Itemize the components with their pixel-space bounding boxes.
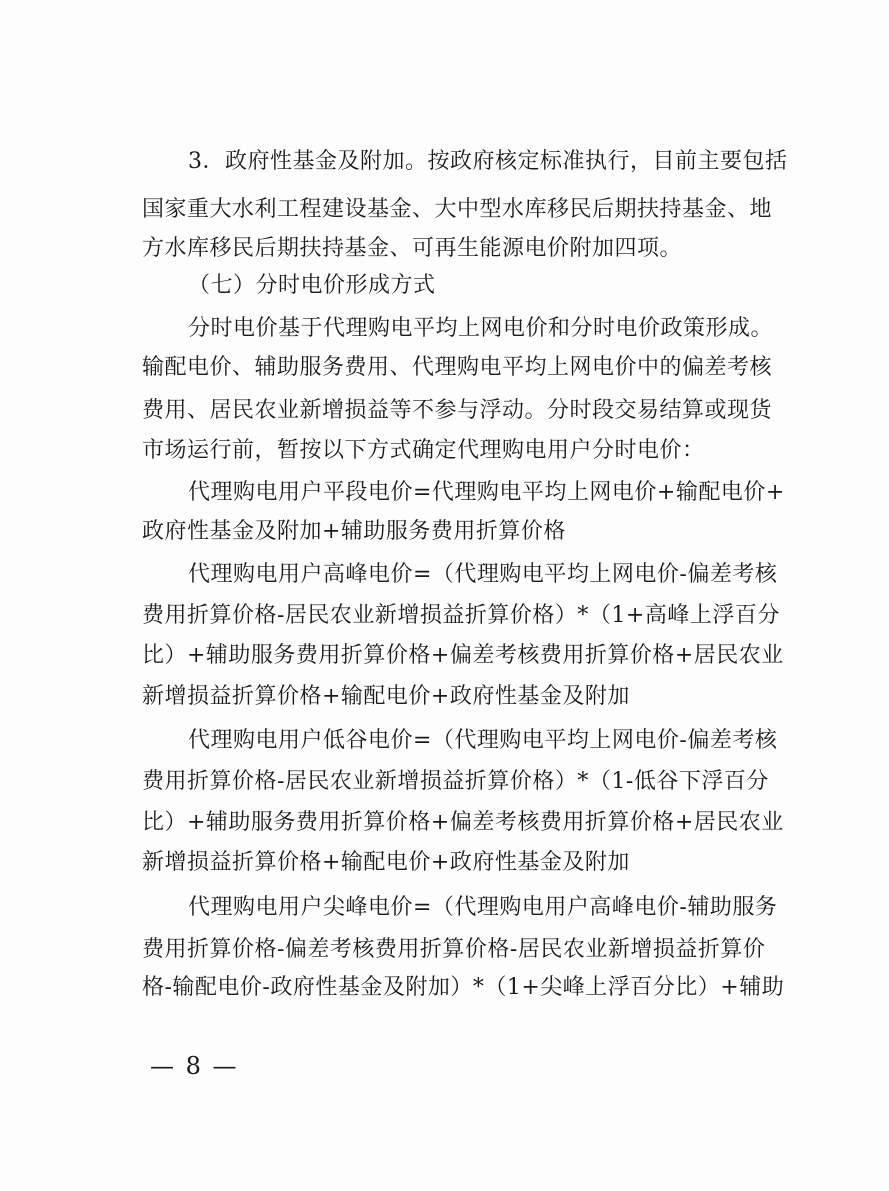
formula-line: 比）+辅助服务费用折算价格+偏差考核费用折算价格+居民农业 (142, 810, 784, 835)
formula-line: 费用折算价格-居民农业新增损益折算价格）*（1+高峰上浮百分 (142, 603, 780, 628)
formula-line: 代理购电用户尖峰电价=（代理购电用户高峰电价-辅助服务 (188, 895, 778, 920)
formula-line: 新增损益折算价格+输配电价+政府性基金及附加 (142, 850, 630, 875)
formula-line: 代理购电用户高峰电价=（代理购电平均上网电价-偏差考核 (188, 562, 778, 587)
text-line: 3．政府性基金及附加。按政府核定标准执行，目前主要包括 (188, 149, 788, 174)
text-line: 市场运行前，暂按以下方式确定代理购电用户分时电价： (142, 438, 705, 463)
page-number: — 8 — (150, 1052, 239, 1080)
formula-line: 新增损益折算价格+输配电价+政府性基金及附加 (142, 684, 630, 709)
text-line: 费用、居民农业新增损益等不参与浮动。分时段交易结算或现货 (142, 398, 773, 423)
formula-line: 费用折算价格-偏差考核费用折算价格-居民农业新增损益折算价 (142, 937, 766, 962)
formula-line: 政府性基金及附加+辅助服务费用折算价格 (142, 519, 566, 544)
text-line: 方水库移民后期扶持基金、可再生能源电价附加四项。 (142, 236, 683, 261)
formula-line: 代理购电用户平段电价=代理购电平均上网电价+输配电价+ (188, 480, 785, 505)
formula-line: 格-输配电价-政府性基金及附加）*（1+尖峰上浮百分比）+辅助 (142, 975, 785, 1000)
section-heading: （七）分时电价形成方式 (188, 273, 436, 298)
formula-line: 代理购电用户低谷电价=（代理购电平均上网电价-偏差考核 (188, 728, 778, 753)
text-line: 分时电价基于代理购电平均上网电价和分时电价政策形成。 (188, 316, 774, 341)
text-line: 国家重大水利工程建设基金、大中型水库移民后期扶持基金、地 (142, 197, 773, 222)
text-line: 输配电价、辅助服务费用、代理购电平均上网电价中的偏差考核 (142, 355, 773, 380)
formula-line: 比）+辅助服务费用折算价格+偏差考核费用折算价格+居民农业 (142, 643, 784, 668)
formula-line: 费用折算价格-居民农业新增损益折算价格）*（1-低谷下浮百分 (142, 769, 769, 794)
